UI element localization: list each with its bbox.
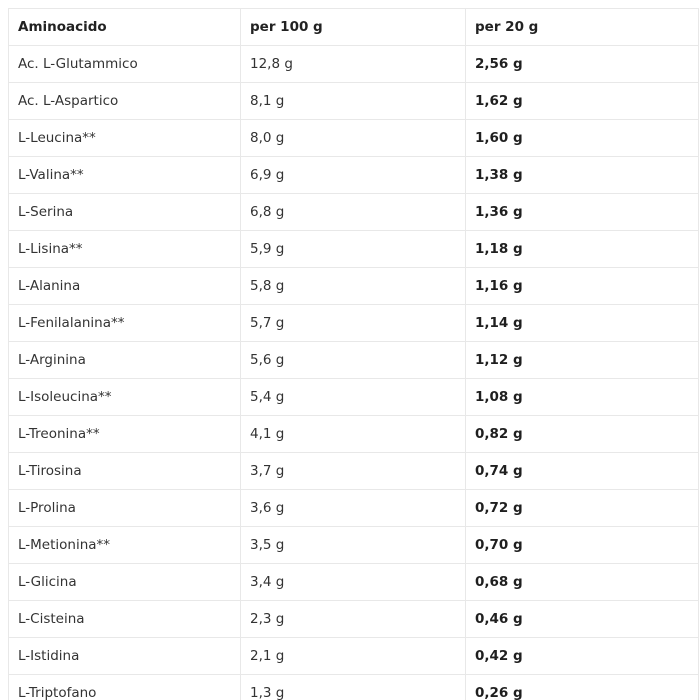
- amino-acids-table: [8, 8, 699, 700]
- cell-per-100g: 5,7 g: [241, 305, 466, 342]
- cell-aminoacido: L-Isoleucina**: [9, 379, 241, 416]
- cell-per-100g: 3,4 g: [241, 564, 466, 601]
- table-row: [9, 342, 699, 379]
- cell-aminoacido: Ac. L-Glutammico: [9, 46, 241, 83]
- cell-per-100g: 2,1 g: [241, 638, 466, 675]
- cell-per-100g: 5,6 g: [241, 342, 466, 379]
- column-header-per-100g: per 100 g: [241, 9, 466, 46]
- table-row: [9, 305, 699, 342]
- column-header-per-20g: per 20 g: [466, 9, 699, 46]
- cell-per-100g: 1,3 g: [241, 675, 466, 700]
- table-row: [9, 490, 699, 527]
- table-row: [9, 120, 699, 157]
- table-row: [9, 46, 699, 83]
- table-row: [9, 157, 699, 194]
- cell-aminoacido: L-Cisteina: [9, 601, 241, 638]
- column-header-aminoacido: Aminoacido: [9, 9, 241, 46]
- cell-per-20g: 1,12 g: [466, 342, 699, 379]
- table-row: [9, 194, 699, 231]
- table-row: [9, 601, 699, 638]
- cell-per-20g: 0,70 g: [466, 527, 699, 564]
- table-row: [9, 638, 699, 675]
- cell-aminoacido: L-Treonina**: [9, 416, 241, 453]
- cell-aminoacido: L-Prolina: [9, 490, 241, 527]
- cell-per-20g: 0,72 g: [466, 490, 699, 527]
- table-row: [9, 675, 699, 700]
- cell-per-20g: 1,36 g: [466, 194, 699, 231]
- cell-aminoacido: L-Valina**: [9, 157, 241, 194]
- header-row: [9, 9, 699, 46]
- cell-per-20g: 1,18 g: [466, 231, 699, 268]
- cell-aminoacido: L-Arginina: [9, 342, 241, 379]
- table-row: [9, 379, 699, 416]
- cell-per-100g: 8,1 g: [241, 83, 466, 120]
- cell-per-100g: 6,8 g: [241, 194, 466, 231]
- table-row: [9, 416, 699, 453]
- table-row: [9, 564, 699, 601]
- table-row: [9, 453, 699, 490]
- cell-per-20g: 1,38 g: [466, 157, 699, 194]
- table-row: [9, 527, 699, 564]
- cell-aminoacido: L-Triptofano: [9, 675, 241, 700]
- cell-per-20g: 0,68 g: [466, 564, 699, 601]
- cell-per-100g: 3,6 g: [241, 490, 466, 527]
- table-row: [9, 231, 699, 268]
- cell-per-100g: 3,5 g: [241, 527, 466, 564]
- cell-aminoacido: L-Glicina: [9, 564, 241, 601]
- cell-per-100g: 8,0 g: [241, 120, 466, 157]
- cell-per-100g: 6,9 g: [241, 157, 466, 194]
- cell-per-100g: 3,7 g: [241, 453, 466, 490]
- cell-per-20g: 1,60 g: [466, 120, 699, 157]
- cell-per-20g: 0,46 g: [466, 601, 699, 638]
- cell-per-20g: 1,08 g: [466, 379, 699, 416]
- cell-aminoacido: L-Fenilalanina**: [9, 305, 241, 342]
- cell-per-100g: 5,9 g: [241, 231, 466, 268]
- cell-per-100g: 2,3 g: [241, 601, 466, 638]
- table-row: [9, 83, 699, 120]
- cell-aminoacido: L-Metionina**: [9, 527, 241, 564]
- cell-per-20g: 1,62 g: [466, 83, 699, 120]
- cell-per-100g: 5,8 g: [241, 268, 466, 305]
- cell-per-20g: 2,56 g: [466, 46, 699, 83]
- cell-per-100g: 12,8 g: [241, 46, 466, 83]
- cell-aminoacido: L-Lisina**: [9, 231, 241, 268]
- cell-per-20g: 0,42 g: [466, 638, 699, 675]
- cell-per-100g: 5,4 g: [241, 379, 466, 416]
- cell-aminoacido: Ac. L-Aspartico: [9, 83, 241, 120]
- table-body: [9, 46, 699, 700]
- table-row: [9, 268, 699, 305]
- cell-aminoacido: L-Istidina: [9, 638, 241, 675]
- cell-per-20g: 0,26 g: [466, 675, 699, 700]
- cell-per-100g: 4,1 g: [241, 416, 466, 453]
- cell-aminoacido: L-Leucina**: [9, 120, 241, 157]
- cell-per-20g: 0,82 g: [466, 416, 699, 453]
- cell-per-20g: 1,14 g: [466, 305, 699, 342]
- cell-aminoacido: L-Tirosina: [9, 453, 241, 490]
- cell-aminoacido: L-Alanina: [9, 268, 241, 305]
- cell-per-20g: 0,74 g: [466, 453, 699, 490]
- cell-aminoacido: L-Serina: [9, 194, 241, 231]
- cell-per-20g: 1,16 g: [466, 268, 699, 305]
